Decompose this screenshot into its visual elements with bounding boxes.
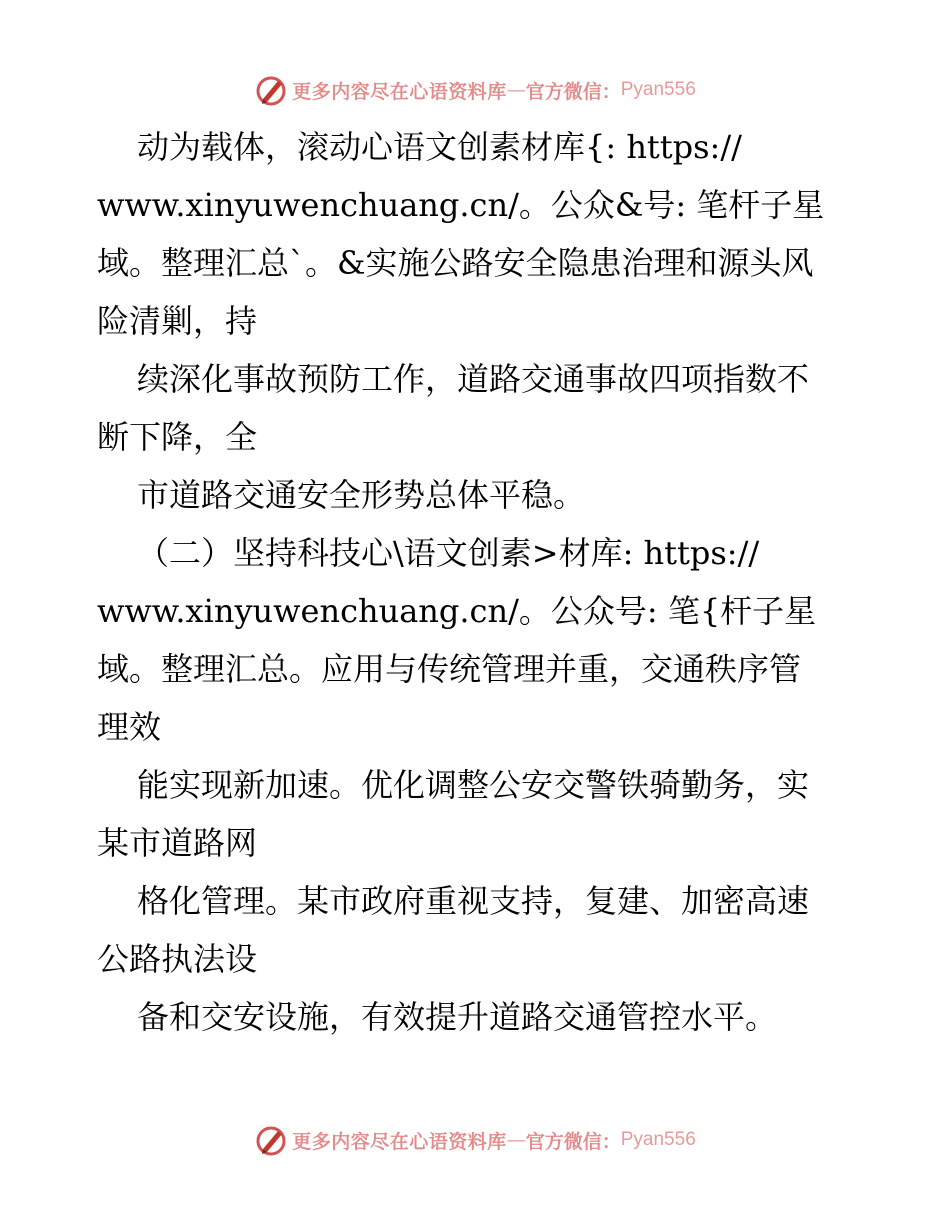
body-line: 动为载体，滚动心语文创素材库{: https://	[137, 128, 742, 166]
body-line: 域。整理汇总`。&实施公路安全隐患治理和源头风	[97, 244, 814, 282]
footer-watermark-banner	[0, 1120, 950, 1160]
banner-wechat-id: Pyan556	[620, 79, 696, 100]
body-line: www.xinyuwenchuang.cn/。公众号: 笔{杆子星	[97, 592, 817, 630]
banner-separator: —	[506, 1129, 526, 1151]
pen-logo-icon	[254, 73, 288, 107]
body-line: 备和交安设施，有效提升道路交通管控水平。	[137, 998, 778, 1036]
banner-text: 更多内容尽在心语资料库	[292, 1130, 507, 1153]
body-line: 域。整理汇总。应用与传统管理并重，交通秩序管	[97, 650, 802, 688]
document-body	[97, 118, 857, 1046]
body-line: 续深化事故预防工作，道路交通事故四项指数不	[137, 360, 810, 398]
body-line: 能实现新加速。优化调整公安交警铁骑勤务，实	[137, 766, 810, 804]
body-line: www.xinyuwenchuang.cn/。公众&号: 笔杆子星	[97, 186, 825, 224]
body-line: 断下降，全	[97, 418, 258, 456]
header-watermark-banner	[0, 70, 950, 110]
body-line: 格化管理。某市政府重视支持，复建、加密高速	[137, 882, 810, 920]
body-line: 公路执法设	[97, 940, 258, 978]
body-line: （二）坚持科技心\语文创素>材库: https://	[137, 534, 760, 572]
body-line: 某市道路网	[97, 824, 258, 862]
banner-text: 更多内容尽在心语资料库	[292, 80, 507, 103]
body-line: 市道路交通安全形势总体平稳。	[137, 476, 586, 514]
banner-wechat-label: 官方微信：	[525, 80, 621, 103]
banner-wechat-label: 官方微信：	[525, 1130, 621, 1153]
banner-separator: —	[506, 79, 526, 101]
banner-wechat-id: Pyan556	[620, 1129, 696, 1150]
pen-logo-icon	[254, 1123, 288, 1157]
body-line: 险清剿，持	[97, 302, 258, 340]
body-line: 理效	[97, 708, 162, 746]
